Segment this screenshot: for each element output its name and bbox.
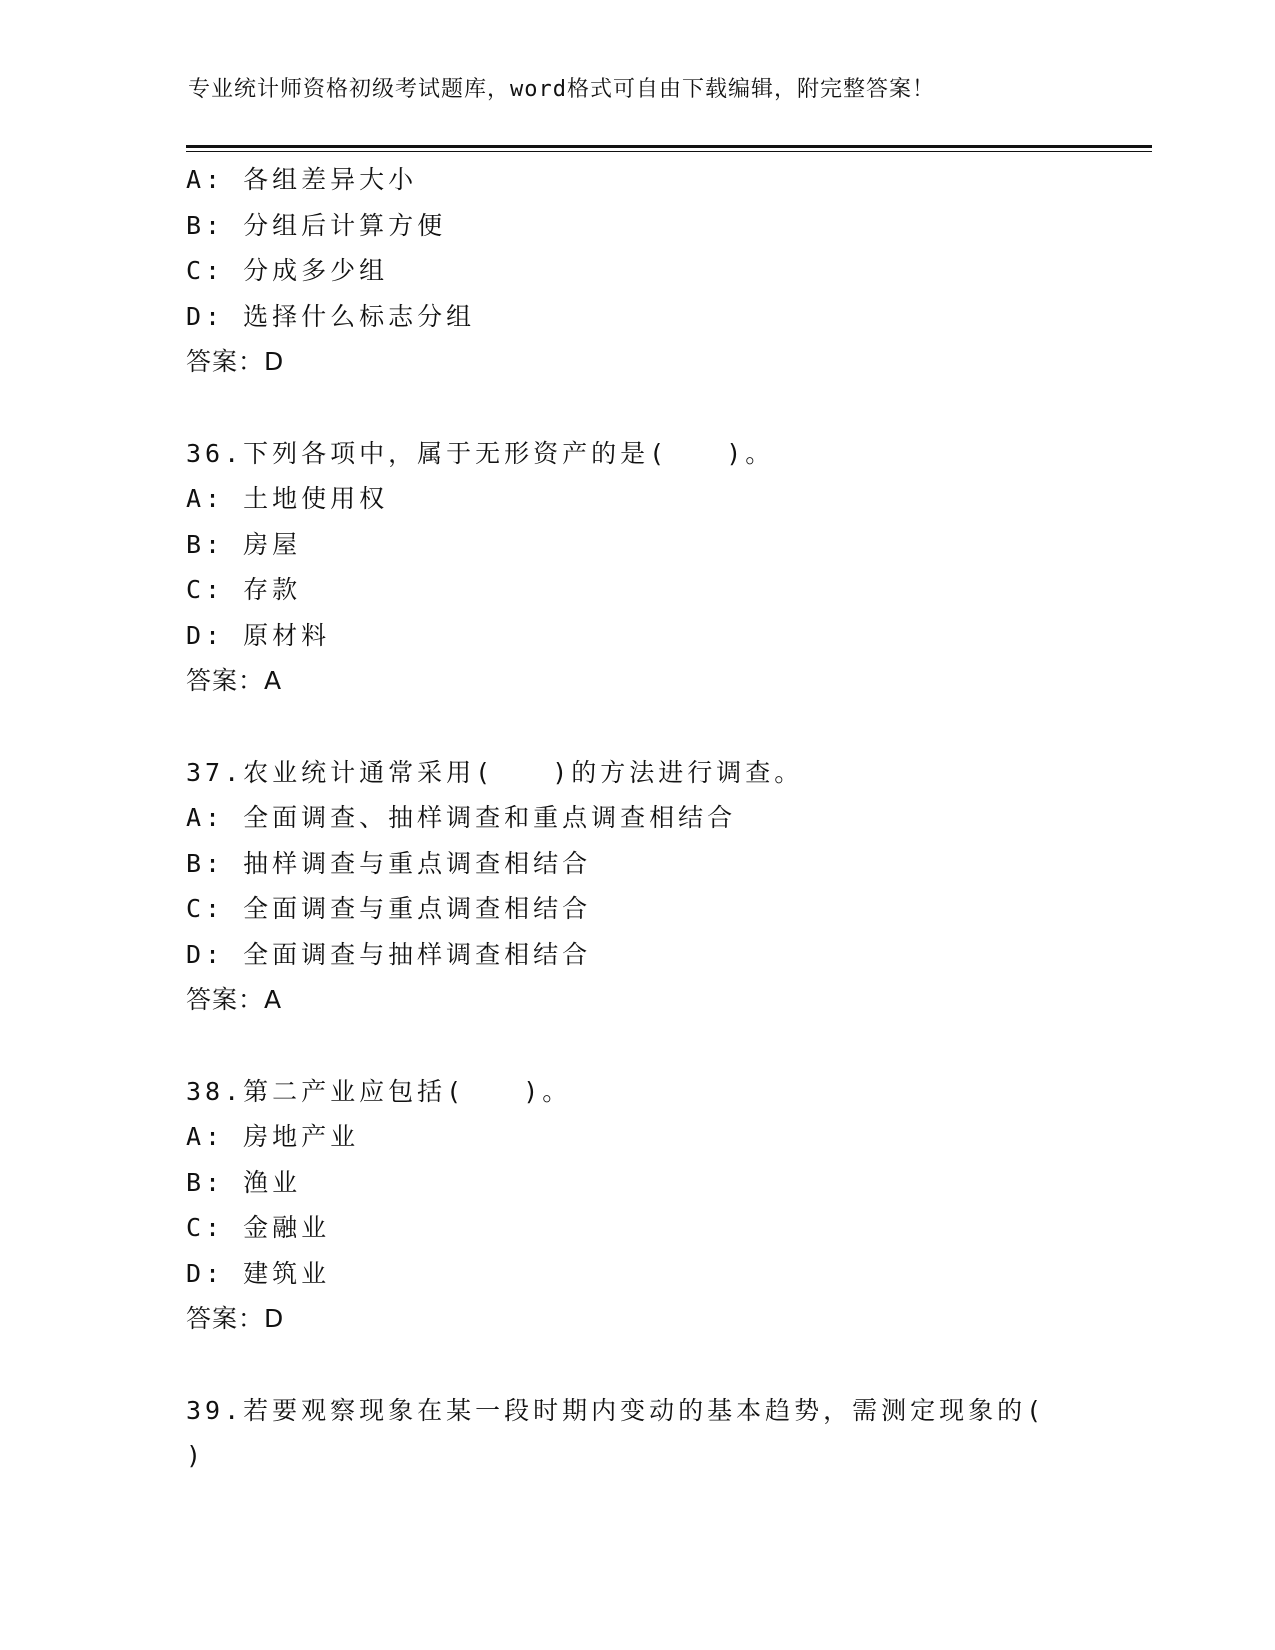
header-rule-thick <box>186 145 1152 148</box>
spacer <box>186 1342 1066 1388</box>
option-b: B: 渔业 <box>186 1167 302 1197</box>
spacer <box>186 1023 1066 1069</box>
header-rule-thin <box>186 151 1152 152</box>
spacer <box>186 385 1066 431</box>
option-d: D: 全面调查与抽样调查相结合 <box>186 939 592 969</box>
answer: 答案：A <box>186 666 283 695</box>
question-text: 38.第二产业应包括( )。 <box>186 1076 572 1106</box>
page-header: 专业统计师资格初级考试题库，word格式可自由下载编辑，附完整答案！ <box>188 77 935 102</box>
option-d: D: 原材料 <box>186 620 331 650</box>
option-b: B: 分组后计算方便 <box>186 210 447 240</box>
question-35 <box>186 157 1066 385</box>
answer: 答案：D <box>186 347 285 376</box>
question-39 <box>186 1388 1104 1479</box>
question-text: 37.农业统计通常采用( )的方法进行调查。 <box>186 757 804 787</box>
question-37 <box>186 750 1066 1023</box>
question-36 <box>186 431 1066 704</box>
option-a: A: 全面调查、抽样调查和重点调查相结合 <box>186 803 737 832</box>
option-d: D: 选择什么标志分组 <box>186 301 476 331</box>
option-c: C: 分成多少组 <box>186 256 389 285</box>
question-text: 39.若要观察现象在某一段时期内变动的基本趋势，需测定现象的( ) <box>186 1395 1104 1470</box>
spacer <box>186 704 1066 750</box>
answer: 答案：A <box>186 985 283 1014</box>
option-c: C: 存款 <box>186 575 302 604</box>
option-c: C: 全面调查与重点调查相结合 <box>186 894 592 923</box>
option-a: A: 各组差异大小 <box>186 165 418 194</box>
option-a: A: 土地使用权 <box>186 484 389 513</box>
option-a: A: 房地产业 <box>186 1122 360 1151</box>
option-c: C: 金融业 <box>186 1213 331 1242</box>
option-b: B: 房屋 <box>186 529 302 559</box>
question-list <box>186 157 1104 1479</box>
answer: 答案：D <box>186 1304 285 1333</box>
option-b: B: 抽样调查与重点调查相结合 <box>186 848 592 878</box>
option-d: D: 建筑业 <box>186 1258 331 1288</box>
question-text: 36.下列各项中，属于无形资产的是( )。 <box>186 438 775 468</box>
question-38 <box>186 1069 1066 1342</box>
